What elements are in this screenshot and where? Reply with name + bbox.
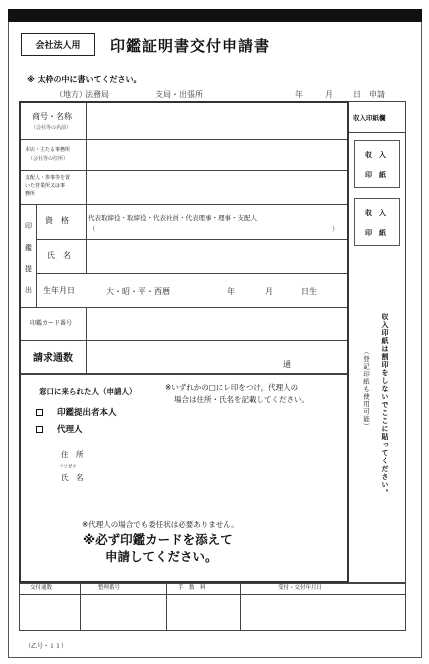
office-year[interactable]: 年 [295, 90, 303, 99]
qualification-paren-close: ） [332, 225, 339, 233]
no-proxy-note: ※代理人の場合でも委任状は必要ありません。 [82, 520, 239, 529]
form-title: 印鑑証明書交付申請書 [110, 37, 271, 55]
branch-office-label-3: 務所 [25, 191, 36, 197]
qualification-paren-open: （ [89, 225, 96, 233]
option-applicant[interactable] [36, 408, 117, 419]
revenue-stamp-column [349, 101, 406, 583]
col-serial: 整理番号 [98, 585, 121, 591]
stamp-box-2-bottom: 印 紙 [365, 229, 386, 237]
name-label: 氏 名 [47, 251, 71, 260]
card-notice-2: 申請してください。 [105, 549, 218, 564]
birth-year[interactable]: 年 [227, 287, 235, 296]
copies-unit[interactable]: 通 [283, 360, 291, 369]
option-agent[interactable] [36, 425, 83, 436]
office-area: （地方） [55, 90, 87, 99]
stamp-vertical-note: 収入印紙は割印をしないでここに貼ってください。 [381, 313, 389, 497]
col-fee: 手 数 料 [178, 585, 206, 591]
office-day-apply[interactable]: 日 申請 [353, 90, 385, 99]
office-month[interactable]: 月 [325, 90, 333, 99]
era-options[interactable]: 大・昭・平・西暦 [106, 287, 170, 296]
seal-group-char-1: 印 [25, 222, 32, 230]
birthdate-label: 生年月日 [43, 286, 75, 295]
agent-checkbox[interactable] [36, 426, 43, 433]
applicant-checkbox[interactable] [36, 409, 43, 416]
seal-group-char-4: 出 [25, 286, 32, 294]
stamp-header: 収入印紙欄 [353, 114, 386, 122]
trade-name-label: 商号・名称 [32, 112, 72, 121]
office-line [27, 89, 417, 101]
head-office-label: 本店・主たる事務所 [25, 147, 71, 153]
card-number-label: 印鑑カード番号 [30, 320, 73, 327]
window-note-1: ※いずれかの□にレ印をつけ，代理人の [165, 383, 299, 392]
seal-group-char-2: 鑑 [25, 244, 32, 252]
form-type-badge: 会社法人用 [21, 33, 95, 56]
address-label: 住 所 [61, 450, 84, 459]
instruction-note: ※ 太枠の中に書いてください。 [27, 75, 142, 84]
applicant-label: 印鑑提出者本人 [57, 408, 117, 418]
office-branch[interactable]: 支局・出張所 [155, 90, 203, 99]
stamp-box-2-top: 収 入 [365, 209, 386, 217]
main-form-box [19, 101, 349, 583]
window-header: 窓口に来られた人（申請人） [39, 387, 137, 396]
branch-office-label-2: いた営業所又は事 [25, 183, 66, 189]
stamp-vertical-sub: （登記印紙も使用可能） [362, 348, 370, 431]
furigana-label: フリガナ [59, 465, 77, 470]
office-bureau[interactable]: 法務局 [85, 90, 109, 99]
col-count: 交付通数 [30, 585, 53, 591]
stamp-box-2 [354, 198, 400, 246]
birth-day[interactable]: 日生 [301, 287, 317, 296]
stamp-box-1-bottom: 印 紙 [365, 171, 386, 179]
office-use-table [19, 583, 406, 631]
person-name-label: 氏 名 [61, 473, 84, 482]
branch-office-label-1: 支配人・参事等を置 [25, 175, 71, 181]
stamp-box-1 [354, 140, 400, 188]
birth-month[interactable]: 月 [265, 287, 273, 296]
trade-name-sublabel: （会社等の名前） [31, 125, 72, 131]
top-black-bar [8, 9, 422, 22]
window-note-2: 場合は住所・氏名を記載してください。 [174, 395, 309, 404]
head-office-sublabel: （会社等の住所） [28, 156, 69, 162]
card-notice-1: ※必ず印鑑カードを添えて [83, 532, 233, 547]
copies-label: 請求通数 [33, 353, 73, 364]
stamp-box-1-top: 収 入 [365, 151, 386, 159]
agent-label: 代理人 [57, 425, 83, 435]
col-date: 受付・交付年月日 [278, 585, 323, 591]
qualification-label: 資 格 [45, 216, 69, 225]
qualification-options[interactable]: 代表取締役・取締役・代表社員・代表理事・理事・支配人 [88, 214, 257, 222]
seal-group-char-3: 提 [25, 265, 32, 273]
form-code: （乙号・１１） [25, 643, 68, 650]
